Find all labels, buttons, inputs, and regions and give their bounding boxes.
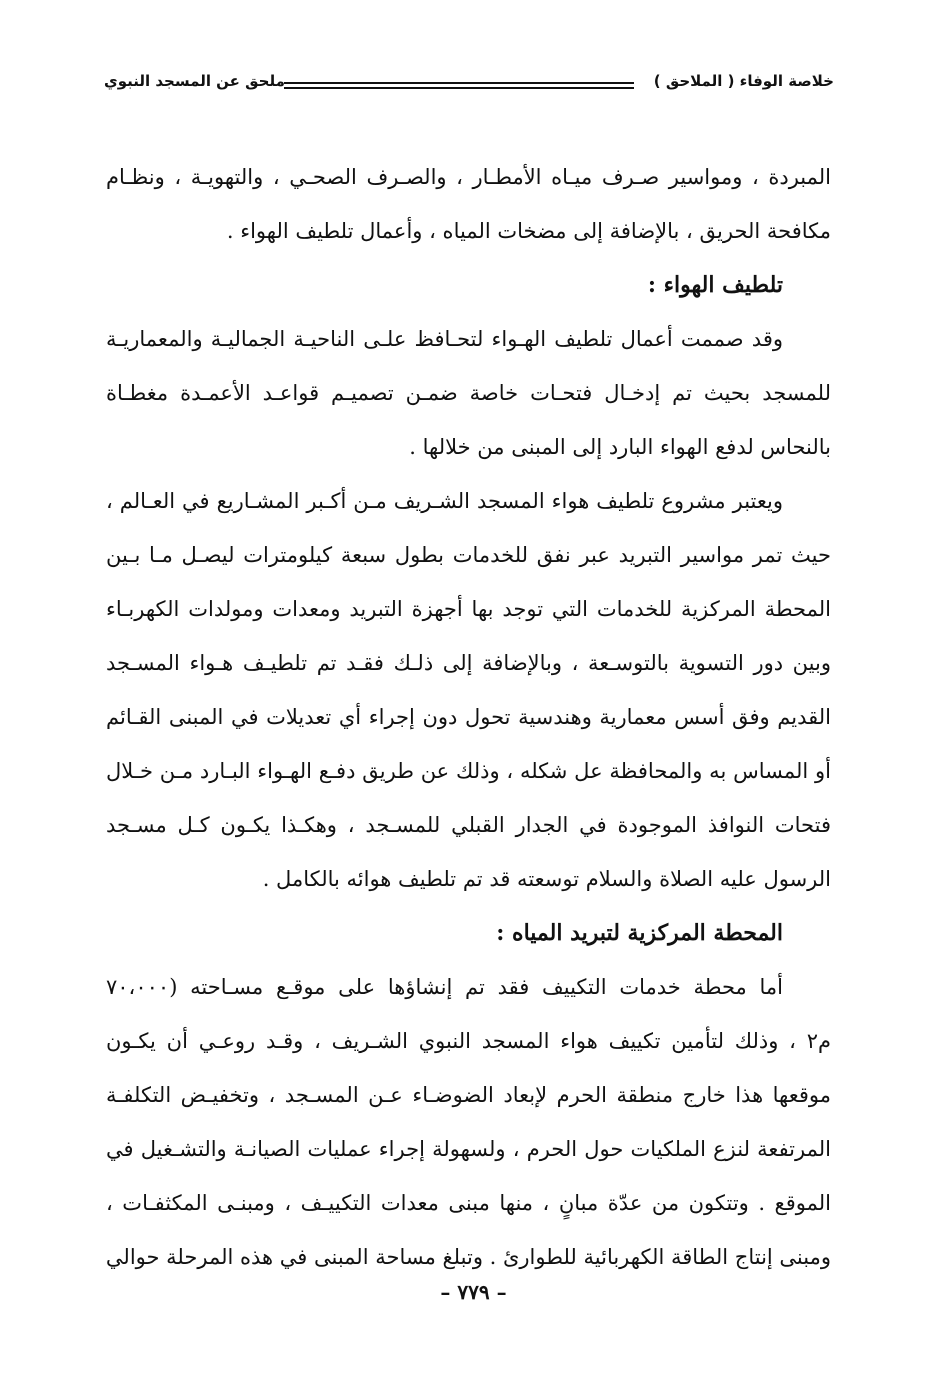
text-line: مكافحة الحريق ، بالإضافة إلى مضخات المياه ، وأعمال تلطيف الهواء . <box>226 219 831 243</box>
text-line: حيث تمر مواسير التبريد عبر نفق للخدمات بطول سبعة كيلومترات ليصـل مـا بـين <box>106 543 831 567</box>
text-line: الرسول عليه الصلاة والسلام توسعته قد تم تلطيف هوائه بالكامل . <box>262 867 831 891</box>
page-number: – ٧٧٩ – <box>440 1280 507 1304</box>
text-line: ويعتبر مشروع تلطيف هواء المسجد الشـريف مـن أكـبر المشـاريع في العـالم ، <box>106 489 783 513</box>
text-line: وقد صممت أعمال تلطيف الهـواء لتحـافظ علـى الناحيـة الجماليـة والمعماريـة <box>106 327 783 351</box>
text-line: م٢ ، وذلك لتأمين تكييف هواء المسجد النبوي الشـريف ، وقـد روعـي أن يكـون <box>106 1029 831 1053</box>
text-line: ومبنى إنتاج الطاقة الكهربائية للطوارئ . وتبلغ مساحة المبنى في هذه المرحلة حوالي <box>106 1245 831 1269</box>
chapter-title-header: ملحق عن المسجد النبوي <box>104 72 285 90</box>
text-line: الموقع . وتتكون من عدّة مبانٍ ، منها مبنى معدات التكييـف ، ومبنـى المكثفـات ، <box>106 1191 831 1215</box>
page-body <box>106 150 831 1284</box>
header-rule <box>284 87 634 89</box>
text-line: المرتفعة لنزع الملكيات حول الحرم ، ولسهولة إجراء عمليات الصيانـة والتشـغيل في <box>106 1137 831 1161</box>
running-header <box>104 68 834 104</box>
book-title-header: خلاصة الوفاء ( الملاحق ) <box>653 72 834 90</box>
header-rule <box>284 82 634 84</box>
text-line: المبردة ، ومواسير صـرف ميـاه الأمطـار ، والصـرف الصحـي ، والتهويـة ، ونظـام <box>106 165 831 189</box>
text-line: للمسجد بحيث تم إدخـال فتحـات خاصة ضمـن تصميـم قواعـد الأعمـدة مغطـاة <box>106 381 831 405</box>
text-line: بالنحاس لدفع الهواء البارد إلى المبنى من خلالها . <box>409 435 831 459</box>
text-line: أو المساس به والمحافظة عل شكله ، وذلك عن طريق دفـع الهـواء البـارد مـن خـلال <box>106 759 831 783</box>
text-line: وبين دور التسوية بالتوسـعة ، وبالإضافة إلى ذلـك فقـد تم تلطيـف هـواء المسـجد <box>106 651 831 675</box>
section-heading: تلطيف الهواء : <box>647 272 783 298</box>
section-heading: المحطة المركزية لتبريد المياه : <box>496 920 783 946</box>
text-line: المحطة المركزية للخدمات التي توجد بها أجهزة التبريد ومعدات ومولدات الكهربـاء <box>106 597 831 621</box>
text-line: فتحات النوافذ الموجودة في الجدار القبلي للمسـجد ، وهكـذا يكـون كـل مسـجد <box>106 813 831 837</box>
text-line: القديم وفق أسس معمارية وهندسية تحول دون إجراء أي تعديلات في المبنى القـائم <box>106 705 831 729</box>
text-line: موقعها هذا خارج منطقة الحرم لإبعاد الضوضـاء عـن المسـجد ، وتخفيـض التكلفـة <box>106 1083 831 1107</box>
text-line: أما محطة خدمات التكييف فقد تم إنشاؤها على موقـع مسـاحته (٧٠،٠٠٠ <box>106 975 783 999</box>
